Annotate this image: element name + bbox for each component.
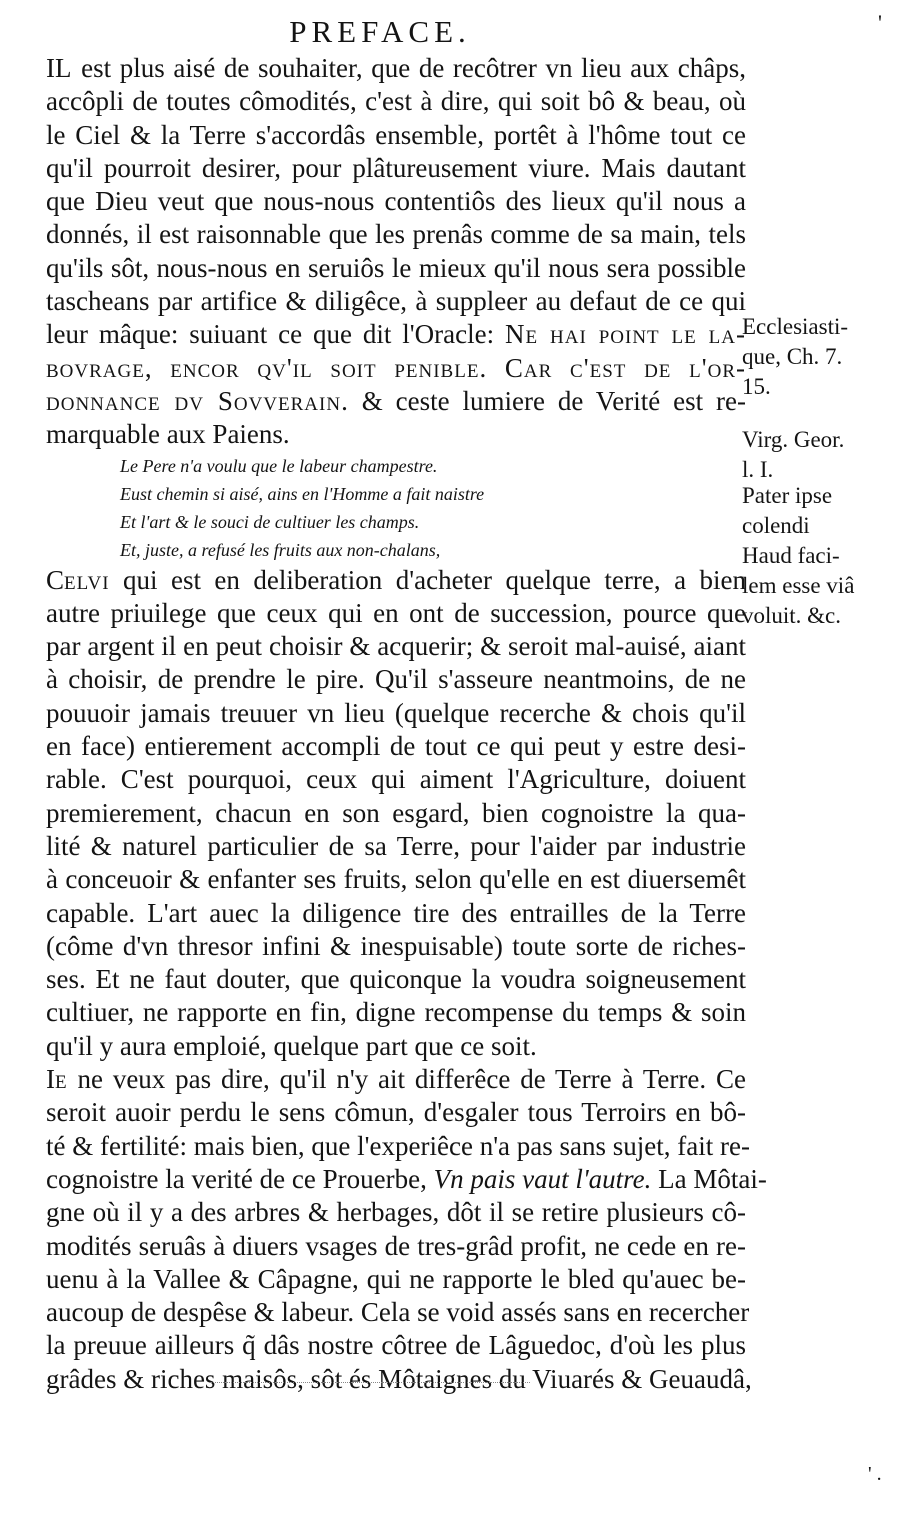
- text-line: [46, 697, 746, 730]
- initial-letter: I: [46, 1064, 55, 1095]
- corner-mark: ': [878, 10, 882, 35]
- line-text: qu'il pourroit desirer, pour plâtureusement viure. Mais dautant: [46, 152, 746, 183]
- text-line: [46, 418, 746, 451]
- text-line: [46, 1363, 752, 1396]
- margin-note-virgil: [742, 425, 912, 485]
- verse-line: Le Pere n'a voulu que le labeur champestre.: [120, 455, 438, 476]
- verse-quotation: [46, 452, 746, 564]
- small-caps-text: e: [55, 1064, 68, 1095]
- line-text: accôpli de toutes cômodités, c'est à dire, qui soit bô & beau, où: [46, 86, 746, 117]
- paragraph-1: [46, 52, 746, 452]
- text-line: [46, 1329, 746, 1362]
- line-text: uenu à la Vallee & Câpagne, qui ne rapporte le bled qu'auec be-: [46, 1263, 746, 1294]
- line-text: (côme d'vn thresor infini & inespuisable) toute sorte de riches-: [46, 930, 746, 961]
- text-line: [46, 352, 746, 385]
- small-caps-text: elvi: [64, 564, 110, 595]
- small-caps-text: bovrage, encor qv'il soit penible. Car c'est de l'or-: [46, 352, 746, 383]
- line-text: & ceste lumiere de Verité est re-: [348, 385, 746, 416]
- line-text: que Dieu veut que nous-nous contentiôs des lieux qu'il nous a: [46, 186, 746, 217]
- text-line: [46, 85, 746, 118]
- text-line: [46, 1296, 750, 1329]
- italic-text: Vn pais vaut l'autre.: [433, 1163, 652, 1194]
- line-text: pouuoir jamais treuuer vn lieu (quelque recerche & chois qu'il: [46, 697, 746, 728]
- margin-note-line: Pater ipse: [742, 483, 833, 508]
- margin-note-ecclesiastique: [742, 312, 912, 402]
- margin-note-line: que, Ch. 7.: [742, 344, 843, 369]
- text-line: [46, 252, 746, 285]
- line-text: qu'il y aura emploié, quelque part que ce soit.: [46, 1030, 537, 1061]
- text-line: [46, 318, 746, 351]
- text-line: [46, 52, 746, 85]
- margin-note-line: colendi: [742, 513, 810, 538]
- line-text: ne veux pas dire, qu'il n'y ait differêce de Terre à Terre. Ce: [67, 1064, 746, 1095]
- text-line: [46, 564, 746, 597]
- text-line: [46, 218, 746, 251]
- line-text: grâdes & riches maisôs, sôt és Môtaignes du Viuarés & Geuaudâ,: [46, 1363, 752, 1394]
- text-line: [46, 663, 746, 696]
- initial-letter: I: [46, 53, 55, 83]
- margin-note-line: voluit. &c.: [742, 603, 842, 628]
- text-line: [46, 1063, 746, 1096]
- small-caps-text: donnance dv Sovverain.: [46, 385, 349, 416]
- line-text: la preuue ailleurs q̃ dâs nostre côtree de Lâguedoc, d'où les plus: [46, 1330, 746, 1361]
- line-text: autre priuilege que ceux qui en ont de succession, pource que: [46, 597, 746, 628]
- line-text: cognoistre la verité de ce Prouerbe,: [46, 1163, 434, 1194]
- line-text: donnés, il est raisonnable que les prenâs comme de sa main, tels: [46, 219, 746, 250]
- line-text: à choisir, de prendre le pire. Qu'il s'asseure neantmoins, de ne: [46, 664, 746, 695]
- verse-line: Eust chemin si aisé, ains en l'Homme a fait naistre: [120, 483, 485, 504]
- text-line: [46, 863, 746, 896]
- text-line: [46, 1030, 746, 1063]
- margin-note-latin-quote: [742, 481, 912, 631]
- line-text: seroit auoir perdu le sens cômun, d'esgaler tous Terroirs en bô-: [46, 1097, 746, 1128]
- paragraph-3: [46, 1063, 767, 1396]
- line-text: aucoup de despêse & labeur. Cela se void assés sans en recercher: [46, 1297, 750, 1328]
- text-line: [46, 996, 746, 1029]
- text-line: [46, 830, 746, 863]
- line-text: tascheans par artifice & diligêce, à suppleer au defaut de ce qui: [46, 286, 746, 317]
- line-text: en face) entierement accompli de tout ce qui peut y estre desi-: [46, 731, 746, 762]
- line-text: le Ciel & la Terre s'accordâs ensemble, portêt à l'hôme tout ce: [46, 119, 746, 150]
- margin-note-line: Haud faci-: [742, 543, 840, 568]
- verse-line: Et, juste, a refusé les fruits aux non-chalans,: [120, 539, 441, 560]
- small-caps-text: Ne hai point le la-: [505, 319, 746, 350]
- line-text: té & fertilité: mais bien, que l'experiêce n'a pas sans sujet, fait re-: [46, 1130, 750, 1161]
- text-line: [46, 630, 746, 663]
- text-line: [46, 597, 746, 630]
- text-line: [46, 897, 746, 930]
- line-text: qu'ils sôt, nous-nous en seruiôs le mieux qu'il nous sera possible: [46, 252, 746, 283]
- text-line: [46, 963, 746, 996]
- text-line: [46, 119, 746, 152]
- line-text: modités seruâs à diuers vsages de tres-grâd profit, ne cede en re-: [46, 1230, 746, 1261]
- text-line: [46, 285, 746, 318]
- margin-note-line: 15.: [742, 374, 771, 399]
- page-title: PREFACE.: [289, 14, 471, 49]
- text-line: [46, 1096, 746, 1129]
- line-text: marquable aux Paiens.: [46, 419, 290, 450]
- small-caps-text: L: [55, 53, 73, 83]
- text-line: [46, 1263, 746, 1296]
- margin-note-line: lem esse viâ: [742, 573, 855, 598]
- line-text: leur mâque: suiuant ce que dit l'Oracle:: [46, 319, 506, 350]
- footer-mark: ' .: [868, 1463, 882, 1485]
- line-text: ses. Et ne faut douter, que quiconque la voudra soigneusement: [46, 964, 746, 995]
- margin-note-line: Ecclesiasti-: [742, 314, 849, 339]
- line-text: lité & naturel particulier de sa Terre, pour l'aider par industrie: [46, 830, 746, 861]
- line-text: par argent il en peut choisir & acquerir; & seroit mal-auisé, aiant: [46, 631, 746, 662]
- text-line: [46, 1230, 746, 1263]
- text-line: [46, 1196, 746, 1229]
- text-line: [46, 1130, 750, 1163]
- line-text: cultiuer, ne rapporte en fin, digne recompense du temps & soin: [46, 997, 746, 1028]
- initial-letter: C: [46, 564, 65, 595]
- verse-line: Et l'art & le souci de cultiuer les champs.: [120, 511, 420, 532]
- print-specks: [210, 1382, 530, 1383]
- text-line: [46, 930, 746, 963]
- line-text: à conceuoir & enfanter ses fruits, selon qu'elle en est diuersemêt: [46, 864, 746, 895]
- text-line: [46, 763, 746, 796]
- line-text: premierement, chacun en son esgard, bien cognoistre la qua-: [46, 797, 746, 828]
- text-line: [46, 797, 746, 830]
- text-line: [46, 730, 746, 763]
- text-line: [46, 385, 746, 418]
- margin-note-line: Virg. Geor.: [742, 427, 845, 452]
- line-text: rable. C'est pourquoi, ceux qui aiment l'Agriculture, doiuent: [46, 764, 746, 795]
- text-line: [46, 185, 746, 218]
- line-text: gne où il y a des arbres & herbages, dôt il se retire plusieurs cô-: [46, 1197, 746, 1228]
- text-line: [46, 1163, 767, 1196]
- margin-note-line: l. I.: [742, 457, 774, 482]
- line-text: La Môtai-: [651, 1163, 767, 1194]
- line-text: capable. L'art auec la diligence tire des entrailles de la Terre: [46, 897, 746, 928]
- text-line: [46, 152, 746, 185]
- line-text: est plus aisé de souhaiter, que de recôtrer vn lieu aux châps,: [72, 53, 746, 83]
- line-text: qui est en deliberation d'acheter quelque terre, a bien: [109, 564, 746, 595]
- paragraph-2: [46, 564, 746, 1063]
